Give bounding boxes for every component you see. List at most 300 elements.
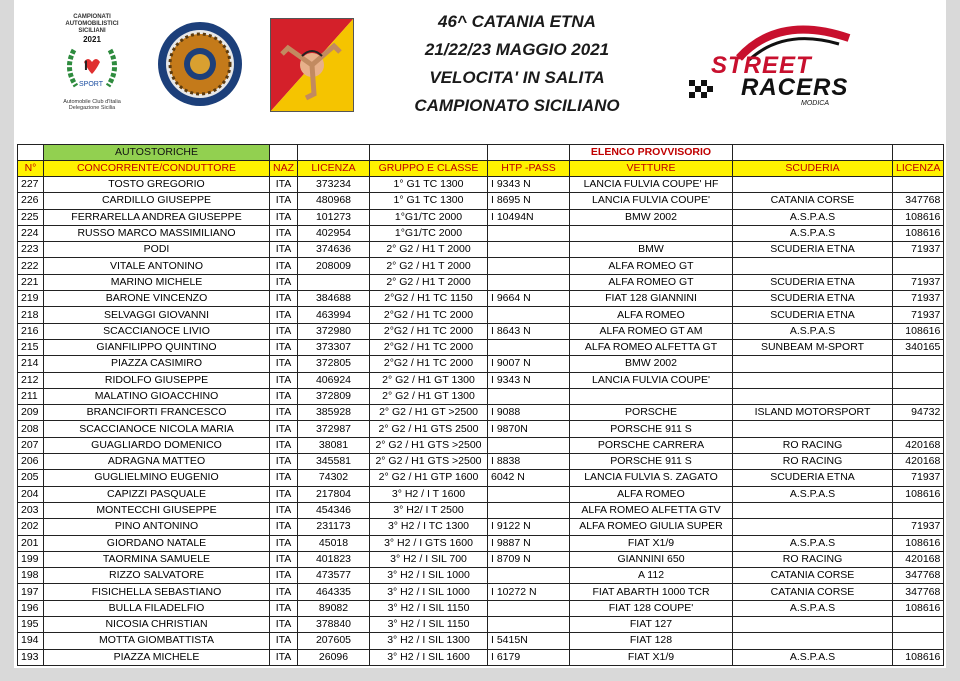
col-driver-cell: GUGLIELMINO EUGENIO: [44, 470, 270, 486]
col-team-license-cell: [893, 617, 944, 633]
col-driver-cell: FISICHELLA SEBASTIANO: [44, 584, 270, 600]
blank-cell: [270, 145, 298, 161]
col-team-license-cell: [893, 177, 944, 193]
col-license-header: LICENZA: [298, 161, 370, 177]
col-driver-cell: PINO ANTONINO: [44, 519, 270, 535]
col-car-cell: LANCIA FULVIA COUPE': [570, 193, 733, 209]
col-number-cell: 194: [18, 633, 44, 649]
col-number-cell: 223: [18, 242, 44, 258]
blank-cell: [298, 145, 370, 161]
col-nationality-cell: ITA: [270, 177, 298, 193]
col-car-cell: BMW: [570, 242, 733, 258]
col-car-cell: ALFA ROMEO GT: [570, 274, 733, 290]
col-car-cell: BMW 2002: [570, 356, 733, 372]
col-group-class-cell: 3° H2 / I SIL 1000: [370, 584, 488, 600]
col-htp-pass-cell: I 8695 N: [488, 193, 570, 209]
col-group-class-cell: 2°G2 / H1 TC 2000: [370, 356, 488, 372]
col-number-cell: 225: [18, 209, 44, 225]
col-team-license-cell: 347768: [893, 568, 944, 584]
col-htp-pass-cell: I 9122 N: [488, 519, 570, 535]
col-htp-pass-cell: I 9870N: [488, 421, 570, 437]
col-team-cell: [733, 388, 893, 404]
col-car-cell: LANCIA FULVIA COUPE': [570, 372, 733, 388]
col-group-class-cell: 2° G2 / H1 GT 1300: [370, 388, 488, 404]
col-htp-pass-cell: [488, 242, 570, 258]
col-driver-cell: RIDOLFO GIUSEPPE: [44, 372, 270, 388]
col-license-cell: [298, 274, 370, 290]
col-group-class-cell: 2°G2 / H1 TC 1150: [370, 291, 488, 307]
col-driver-cell: FERRARELLA ANDREA GIUSEPPE: [44, 209, 270, 225]
svg-text:I: I: [84, 57, 88, 73]
table-row: [18, 649, 944, 665]
col-team-cell: [733, 617, 893, 633]
table-row: [18, 568, 944, 584]
col-group-class-cell: 1°G1/TC 2000: [370, 209, 488, 225]
col-car-cell: LANCIA FULVIA S. ZAGATO: [570, 470, 733, 486]
laurel-wreath-icon: [62, 44, 122, 92]
col-nationality-cell: ITA: [270, 258, 298, 274]
col-number-cell: 201: [18, 535, 44, 551]
acs-championship-logo: [52, 14, 132, 118]
col-htp-pass-cell: I 10272 N: [488, 584, 570, 600]
col-group-class-cell: 3° H2 / I SIL 1000: [370, 568, 488, 584]
table-row: [18, 437, 944, 453]
acs-logo-bottom-text: Automobile Club d'Italia Delegazione Sicilia: [63, 99, 121, 111]
col-nationality-cell: ITA: [270, 633, 298, 649]
col-driver-cell: PIAZZA MICHELE: [44, 649, 270, 665]
col-team-cell: SCUDERIA ETNA: [733, 470, 893, 486]
col-team-cell: A.S.P.A.S: [733, 225, 893, 241]
col-car-cell: ALFA ROMEO: [570, 307, 733, 323]
col-htp-pass-cell: I 6179: [488, 649, 570, 665]
col-team-cell: [733, 356, 893, 372]
table-row: [18, 405, 944, 421]
col-number-cell: 224: [18, 225, 44, 241]
col-htp-pass-cell: I 9343 N: [488, 177, 570, 193]
col-team-cell: [733, 177, 893, 193]
table-row: [18, 551, 944, 567]
col-team-license-cell: [893, 372, 944, 388]
col-nationality-header: NAZ: [270, 161, 298, 177]
col-team-cell: [733, 519, 893, 535]
col-number-cell: 196: [18, 600, 44, 616]
col-car-cell: FIAT 127: [570, 617, 733, 633]
col-number-cell: 205: [18, 470, 44, 486]
col-team-license-cell: [893, 258, 944, 274]
col-number-cell: 193: [18, 649, 44, 665]
col-car-cell: [570, 225, 733, 241]
col-driver-cell: SCACCIANOCE NICOLA MARIA: [44, 421, 270, 437]
col-team-cell: ISLAND MOTORSPORT: [733, 405, 893, 421]
col-nationality-cell: ITA: [270, 437, 298, 453]
col-license-cell: 373234: [298, 177, 370, 193]
col-team-license-cell: 108616: [893, 209, 944, 225]
col-driver-cell: MARINO MICHELE: [44, 274, 270, 290]
table-row: [18, 584, 944, 600]
col-license-cell: 101273: [298, 209, 370, 225]
col-team-cell: A.S.P.A.S: [733, 600, 893, 616]
col-team-cell: [733, 421, 893, 437]
table-row: [18, 372, 944, 388]
blank-cell: [370, 145, 488, 161]
col-number-cell: 212: [18, 372, 44, 388]
col-car-cell: ALFA ROMEO GT: [570, 258, 733, 274]
col-team-license-cell: [893, 502, 944, 518]
street-racers-line1: STREET: [711, 52, 812, 79]
col-htp-pass-cell: 6042 N: [488, 470, 570, 486]
col-team-license-cell: [893, 633, 944, 649]
col-group-class-cell: 3° H2 / I SIL 1150: [370, 617, 488, 633]
col-number-cell: 198: [18, 568, 44, 584]
street-racers-city: MODICA: [801, 100, 829, 107]
col-number-cell: 215: [18, 339, 44, 355]
col-number-cell: 226: [18, 193, 44, 209]
col-group-class-cell: 3° H2/ I T 2500: [370, 502, 488, 518]
col-group-class-cell: 3° H2 / I T 1600: [370, 486, 488, 502]
col-htp-pass-cell: [488, 258, 570, 274]
col-car-cell: FIAT 128: [570, 633, 733, 649]
col-team-cell: CATANIA CORSE: [733, 193, 893, 209]
acs-logo-top-text: CAMPIONATI AUTOMOBILISTICI SICILIANI: [65, 14, 119, 34]
col-number-header: N°: [18, 161, 44, 177]
col-htp-pass-cell: I 9088: [488, 405, 570, 421]
event-name: 46^ CATANIA ETNA: [438, 12, 596, 31]
col-team-cell: A.S.P.A.S: [733, 535, 893, 551]
table-row: [18, 421, 944, 437]
col-license-cell: 401823: [298, 551, 370, 567]
col-group-class-cell: 2° G2 / H1 GTS >2500: [370, 437, 488, 453]
col-number-cell: 221: [18, 274, 44, 290]
col-driver-cell: BULLA FILADELFIO: [44, 600, 270, 616]
col-driver-header: CONCORRENTE/CONDUTTORE: [44, 161, 270, 177]
col-car-cell: ALFA ROMEO: [570, 486, 733, 502]
col-team-cell: SCUDERIA ETNA: [733, 307, 893, 323]
col-driver-cell: PIAZZA CASIMIRO: [44, 356, 270, 372]
col-nationality-cell: ITA: [270, 209, 298, 225]
col-nationality-cell: ITA: [270, 486, 298, 502]
col-driver-cell: CAPIZZI PASQUALE: [44, 486, 270, 502]
col-license-cell: 372980: [298, 323, 370, 339]
col-htp-pass-cell: I 10494N: [488, 209, 570, 225]
col-license-cell: 406924: [298, 372, 370, 388]
col-team-cell: RO RACING: [733, 551, 893, 567]
col-nationality-cell: ITA: [270, 405, 298, 421]
col-driver-cell: TAORMINA SAMUELE: [44, 551, 270, 567]
col-driver-cell: RUSSO MARCO MASSIMILIANO: [44, 225, 270, 241]
table-row: [18, 193, 944, 209]
col-group-class-cell: 3° H2 / I TC 1300: [370, 519, 488, 535]
col-driver-cell: CARDILLO GIUSEPPE: [44, 193, 270, 209]
col-car-cell: BMW 2002: [570, 209, 733, 225]
col-htp-pass-cell: [488, 486, 570, 502]
col-nationality-cell: ITA: [270, 388, 298, 404]
col-number-cell: 216: [18, 323, 44, 339]
col-nationality-cell: ITA: [270, 274, 298, 290]
col-group-class-header: GRUPPO E CLASSE: [370, 161, 488, 177]
col-htp-pass-cell: I 8643 N: [488, 323, 570, 339]
col-car-cell: [570, 388, 733, 404]
event-dates: 21/22/23 MAGGIO 2021: [424, 40, 610, 59]
col-team-license-cell: 347768: [893, 584, 944, 600]
col-team-cell: A.S.P.A.S: [733, 209, 893, 225]
col-htp-pass-cell: I 9007 N: [488, 356, 570, 372]
event-championship: CAMPIONATO SICILIANO: [414, 96, 620, 115]
col-team-license-cell: 340165: [893, 339, 944, 355]
col-number-cell: 195: [18, 617, 44, 633]
col-license-cell: 207605: [298, 633, 370, 649]
col-team-license-cell: 71937: [893, 519, 944, 535]
col-license-cell: 38081: [298, 437, 370, 453]
sicily-flag-icon: [270, 18, 354, 112]
col-team-license-cell: 108616: [893, 225, 944, 241]
col-team-cell: [733, 372, 893, 388]
table-row: [18, 617, 944, 633]
col-team-license-cell: 71937: [893, 274, 944, 290]
col-team-license-cell: 108616: [893, 649, 944, 665]
col-number-cell: 218: [18, 307, 44, 323]
col-car-cell: PORSCHE: [570, 405, 733, 421]
entry-list-table: [17, 144, 944, 666]
event-type: VELOCITA' IN SALITA: [429, 68, 605, 87]
col-nationality-cell: ITA: [270, 291, 298, 307]
col-group-class-cell: 2° G2 / H1 GT >2500: [370, 405, 488, 421]
col-nationality-cell: ITA: [270, 339, 298, 355]
document-page: [14, 0, 946, 668]
col-number-cell: 199: [18, 551, 44, 567]
col-group-class-cell: 2° G2 / H1 GTS >2500: [370, 454, 488, 470]
col-team-cell: CATANIA CORSE: [733, 568, 893, 584]
col-nationality-cell: ITA: [270, 519, 298, 535]
col-team-header: SCUDERIA: [733, 161, 893, 177]
col-team-cell: A.S.P.A.S: [733, 486, 893, 502]
col-number-cell: 203: [18, 502, 44, 518]
col-team-cell: SCUDERIA ETNA: [733, 291, 893, 307]
col-license-cell: 384688: [298, 291, 370, 307]
blank-cell: [893, 145, 944, 161]
col-team-cell: RO RACING: [733, 437, 893, 453]
col-nationality-cell: ITA: [270, 372, 298, 388]
col-license-cell: 26096: [298, 649, 370, 665]
table-row: [18, 339, 944, 355]
category-row: [18, 145, 944, 161]
col-group-class-cell: 1° G1 TC 1300: [370, 193, 488, 209]
col-driver-cell: ADRAGNA MATTEO: [44, 454, 270, 470]
col-car-cell: FIAT X1/9: [570, 535, 733, 551]
col-htp-pass-cell: [488, 502, 570, 518]
col-driver-cell: GIORDANO NATALE: [44, 535, 270, 551]
col-team-license-cell: 71937: [893, 470, 944, 486]
automobile-club-emblem-icon: [156, 20, 244, 108]
col-driver-cell: GIANFILIPPO QUINTINO: [44, 339, 270, 355]
table-row: [18, 177, 944, 193]
col-license-cell: 231173: [298, 519, 370, 535]
col-nationality-cell: ITA: [270, 225, 298, 241]
col-driver-cell: RIZZO SALVATORE: [44, 568, 270, 584]
col-nationality-cell: ITA: [270, 307, 298, 323]
col-team-cell: CATANIA CORSE: [733, 584, 893, 600]
col-nationality-cell: ITA: [270, 649, 298, 665]
col-number-cell: 207: [18, 437, 44, 453]
col-htp-pass-cell: I 9887 N: [488, 535, 570, 551]
col-htp-pass-cell: [488, 388, 570, 404]
col-group-class-cell: 1°G1/TC 2000: [370, 225, 488, 241]
table-row: [18, 519, 944, 535]
col-team-license-header: LICENZA: [893, 161, 944, 177]
col-nationality-cell: ITA: [270, 470, 298, 486]
col-license-cell: 373307: [298, 339, 370, 355]
col-driver-cell: SELVAGGI GIOVANNI: [44, 307, 270, 323]
col-group-class-cell: 2°G2 / H1 TC 2000: [370, 323, 488, 339]
col-htp-pass-cell: [488, 339, 570, 355]
col-nationality-cell: ITA: [270, 584, 298, 600]
col-group-class-cell: 2° G2 / H1 T 2000: [370, 274, 488, 290]
blank-cell: [488, 145, 570, 161]
col-team-cell: A.S.P.A.S: [733, 323, 893, 339]
col-team-license-cell: 420168: [893, 437, 944, 453]
col-nationality-cell: ITA: [270, 568, 298, 584]
col-license-cell: 473577: [298, 568, 370, 584]
col-car-cell: A 112: [570, 568, 733, 584]
col-group-class-cell: 2° G2 / H1 GTS 2500: [370, 421, 488, 437]
blank-cell: [733, 145, 893, 161]
column-header-row: [18, 161, 944, 177]
col-car-cell: PORSCHE 911 S: [570, 421, 733, 437]
col-htp-pass-cell: [488, 600, 570, 616]
street-racers-logo: [679, 18, 909, 113]
col-nationality-cell: ITA: [270, 242, 298, 258]
col-team-cell: [733, 633, 893, 649]
col-team-cell: [733, 258, 893, 274]
table-row: [18, 535, 944, 551]
col-driver-cell: GUAGLIARDO DOMENICO: [44, 437, 270, 453]
table-row: [18, 502, 944, 518]
table-row: [18, 454, 944, 470]
table-row: [18, 600, 944, 616]
col-driver-cell: VITALE ANTONINO: [44, 258, 270, 274]
col-license-cell: 402954: [298, 225, 370, 241]
col-driver-cell: BRANCIFORTI FRANCESCO: [44, 405, 270, 421]
col-number-cell: 227: [18, 177, 44, 193]
table-row: [18, 225, 944, 241]
col-driver-cell: TOSTO GREGORIO: [44, 177, 270, 193]
event-title-block: [376, 8, 658, 120]
table-row: [18, 486, 944, 502]
col-team-cell: SCUDERIA ETNA: [733, 242, 893, 258]
col-team-cell: [733, 502, 893, 518]
col-driver-cell: NICOSIA CHRISTIAN: [44, 617, 270, 633]
col-team-license-cell: 347768: [893, 193, 944, 209]
table-row: [18, 291, 944, 307]
col-team-license-cell: [893, 421, 944, 437]
col-team-cell: SCUDERIA ETNA: [733, 274, 893, 290]
col-htp-pass-cell: [488, 617, 570, 633]
col-team-cell: RO RACING: [733, 454, 893, 470]
col-driver-cell: MALATINO GIOACCHINO: [44, 388, 270, 404]
col-nationality-cell: ITA: [270, 600, 298, 616]
col-number-cell: 214: [18, 356, 44, 372]
col-htp-pass-cell: [488, 568, 570, 584]
col-driver-cell: PODI: [44, 242, 270, 258]
col-license-cell: 374636: [298, 242, 370, 258]
col-group-class-cell: 2° G2 / H1 T 2000: [370, 242, 488, 258]
col-htp-pass-cell: [488, 225, 570, 241]
table-row: [18, 388, 944, 404]
col-team-cell: A.S.P.A.S: [733, 649, 893, 665]
col-htp-pass-cell: I 5415N: [488, 633, 570, 649]
col-htp-pass-cell: [488, 437, 570, 453]
col-number-cell: 211: [18, 388, 44, 404]
table-row: [18, 470, 944, 486]
table-row: [18, 307, 944, 323]
col-group-class-cell: 3° H2 / I GTS 1600: [370, 535, 488, 551]
col-license-cell: 45018: [298, 535, 370, 551]
col-team-license-cell: 108616: [893, 486, 944, 502]
col-group-class-cell: 2° G2 / H1 GTP 1600: [370, 470, 488, 486]
table-row: [18, 323, 944, 339]
col-number-cell: 202: [18, 519, 44, 535]
col-car-cell: PORSCHE CARRERA: [570, 437, 733, 453]
col-driver-cell: MOTTA GIOMBATTISTA: [44, 633, 270, 649]
col-nationality-cell: ITA: [270, 193, 298, 209]
col-htp-pass-cell: I 9343 N: [488, 372, 570, 388]
table-row: [18, 242, 944, 258]
table-row: [18, 209, 944, 225]
col-car-cell: ALFA ROMEO GT AM: [570, 323, 733, 339]
col-nationality-cell: ITA: [270, 454, 298, 470]
col-htp-pass-cell: I 8709 N: [488, 551, 570, 567]
acs-logo-year: 2021: [83, 35, 101, 44]
col-car-header: VETTURE: [570, 161, 733, 177]
col-group-class-cell: 3° H2 / I SIL 700: [370, 551, 488, 567]
col-group-class-cell: 2°G2 / H1 TC 2000: [370, 307, 488, 323]
col-team-license-cell: 71937: [893, 307, 944, 323]
col-car-cell: ALFA ROMEO ALFETTA GT: [570, 339, 733, 355]
col-nationality-cell: ITA: [270, 502, 298, 518]
col-number-cell: 204: [18, 486, 44, 502]
col-car-cell: FIAT ABARTH 1000 TCR: [570, 584, 733, 600]
col-team-license-cell: 420168: [893, 454, 944, 470]
svg-text:SPORT: SPORT: [79, 81, 103, 88]
col-license-cell: 372805: [298, 356, 370, 372]
col-number-cell: 219: [18, 291, 44, 307]
col-nationality-cell: ITA: [270, 551, 298, 567]
col-license-cell: 454346: [298, 502, 370, 518]
col-driver-cell: BARONE VINCENZO: [44, 291, 270, 307]
col-team-license-cell: 108616: [893, 323, 944, 339]
col-nationality-cell: ITA: [270, 535, 298, 551]
col-team-license-cell: 71937: [893, 291, 944, 307]
col-team-license-cell: 108616: [893, 600, 944, 616]
col-number-cell: 209: [18, 405, 44, 421]
col-license-cell: 74302: [298, 470, 370, 486]
col-group-class-cell: 3° H2 / I SIL 1300: [370, 633, 488, 649]
blank-cell: [18, 145, 44, 161]
col-license-cell: 208009: [298, 258, 370, 274]
col-license-cell: 463994: [298, 307, 370, 323]
col-team-license-cell: 420168: [893, 551, 944, 567]
col-htp-pass-header: HTP -PASS: [488, 161, 570, 177]
col-group-class-cell: 2°G2 / H1 TC 2000: [370, 339, 488, 355]
col-license-cell: 372987: [298, 421, 370, 437]
col-nationality-cell: ITA: [270, 323, 298, 339]
table-body: [18, 177, 944, 666]
col-car-cell: PORSCHE 911 S: [570, 454, 733, 470]
col-driver-cell: SCACCIANOCE LIVIO: [44, 323, 270, 339]
col-license-cell: 385928: [298, 405, 370, 421]
col-nationality-cell: ITA: [270, 421, 298, 437]
table-row: [18, 258, 944, 274]
col-driver-cell: MONTECCHI GIUSEPPE: [44, 502, 270, 518]
